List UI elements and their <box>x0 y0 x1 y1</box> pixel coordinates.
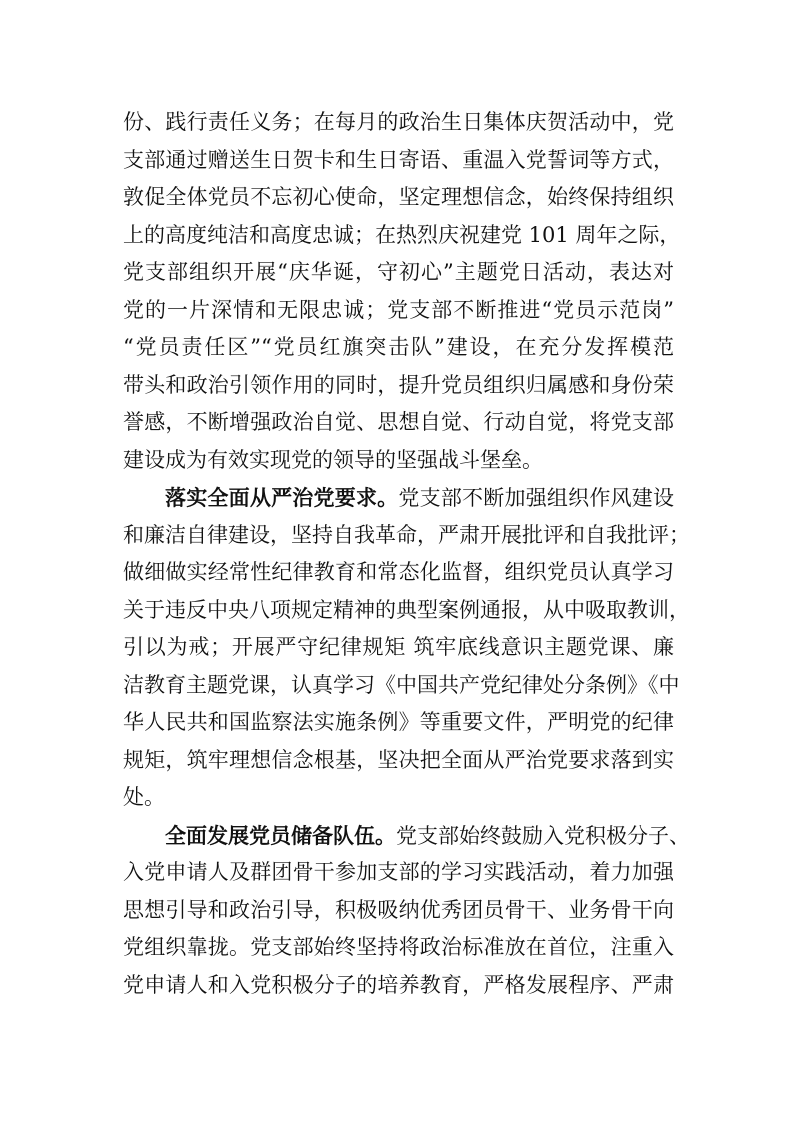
text-line <box>123 592 690 630</box>
text-line <box>123 554 674 592</box>
document-body <box>123 104 690 1004</box>
text-line <box>123 142 674 180</box>
line-text: 支部通过赠送生日贺卡和生日寄语、重温入党誓词等方式， <box>123 147 674 172</box>
line-text: 华人民共和国监察法实施条例》等重要文件，严明党的纪律 <box>123 710 674 734</box>
line-text: 建设成为有效实现党的领导的坚强战斗堡垒。 <box>123 447 543 472</box>
line-text: 和廉洁自律建设，坚持自我革命，严肃开展批评和自我批评； <box>123 522 690 547</box>
text-line <box>123 292 674 330</box>
text-line <box>123 367 674 405</box>
text-line <box>123 329 674 367</box>
line-text: 处。 <box>123 785 165 809</box>
text-line <box>123 817 690 855</box>
text-line <box>123 704 674 742</box>
paragraph <box>123 479 690 817</box>
text-line <box>123 179 674 217</box>
line-text: 誉感，不断增强政治自觉、思想自觉、行动自觉，将党支部 <box>123 410 674 434</box>
line-text: 党支部不断加强组织作风建设 <box>398 486 674 510</box>
line-text: 党支部始终鼓励入党积极分子、 <box>396 823 690 848</box>
text-line <box>123 104 674 142</box>
paragraph-heading: 全面发展党员储备队伍。 <box>165 822 396 848</box>
text-line <box>123 479 674 517</box>
paragraph <box>123 817 690 1005</box>
line-text: 党申请人和入党积极分子的培养教育，严格发展程序、严肃 <box>123 972 674 997</box>
line-text: 规矩，筑牢理想信念根基，坚决把全面从严治党要求落到实 <box>123 747 674 772</box>
line-text: 思想引导和政治引导，积极吸纳优秀团员骨干、业务骨干向 <box>123 897 674 922</box>
line-text: 上的高度纯洁和高度忠诚；在热烈庆祝建党 101 周年之际， <box>123 222 681 247</box>
line-text: 份、践行责任义务；在每月的政治生日集体庆贺活动中，党 <box>123 110 674 134</box>
text-line <box>123 892 674 930</box>
text-line <box>123 442 674 480</box>
text-line <box>123 217 681 255</box>
paragraph <box>123 104 681 479</box>
text-line <box>123 967 674 1005</box>
line-text: 引以为戒；开展严守纪律规矩 筑牢底线意识主题党课、廉 <box>123 635 674 659</box>
text-line <box>123 742 674 780</box>
text-line <box>123 667 680 705</box>
paragraph-heading: 落实全面从严治党要求。 <box>165 485 399 510</box>
line-text: 党的一片深情和无限忠诚；党支部不断推进“党员示范岗” <box>123 297 674 322</box>
text-line <box>123 929 674 967</box>
line-text: 入党申请人及群团骨干参加支部的学习实践活动，着力加强 <box>123 860 674 884</box>
text-line <box>123 517 690 555</box>
text-line <box>123 779 674 817</box>
line-text: 做细做实经常性纪律教育和常态化监督，组织党员认真学习 <box>123 560 674 584</box>
text-line <box>123 254 674 292</box>
text-line <box>123 629 674 667</box>
line-text: “党员责任区”“党员红旗突击队”建设，在充分发挥模范 <box>123 335 674 359</box>
text-line <box>123 404 674 442</box>
line-text: 洁教育主题党课，认真学习《中国共产党纪律处分条例》《中 <box>123 672 680 697</box>
line-text: 党支部组织开展“庆华诞，守初心”主题党日活动，表达对 <box>123 260 674 284</box>
line-text: 带头和政治引领作用的同时，提升党员组织归属感和身份荣 <box>123 372 674 397</box>
text-line <box>123 854 674 892</box>
line-text: 关于违反中央八项规定精神的典型案例通报，从中吸取教训， <box>123 597 690 622</box>
line-text: 敦促全体党员不忘初心使命，坚定理想信念，始终保持组织 <box>123 185 674 209</box>
line-text: 党组织靠拢。党支部始终坚持将政治标准放在首位，注重入 <box>123 935 674 959</box>
